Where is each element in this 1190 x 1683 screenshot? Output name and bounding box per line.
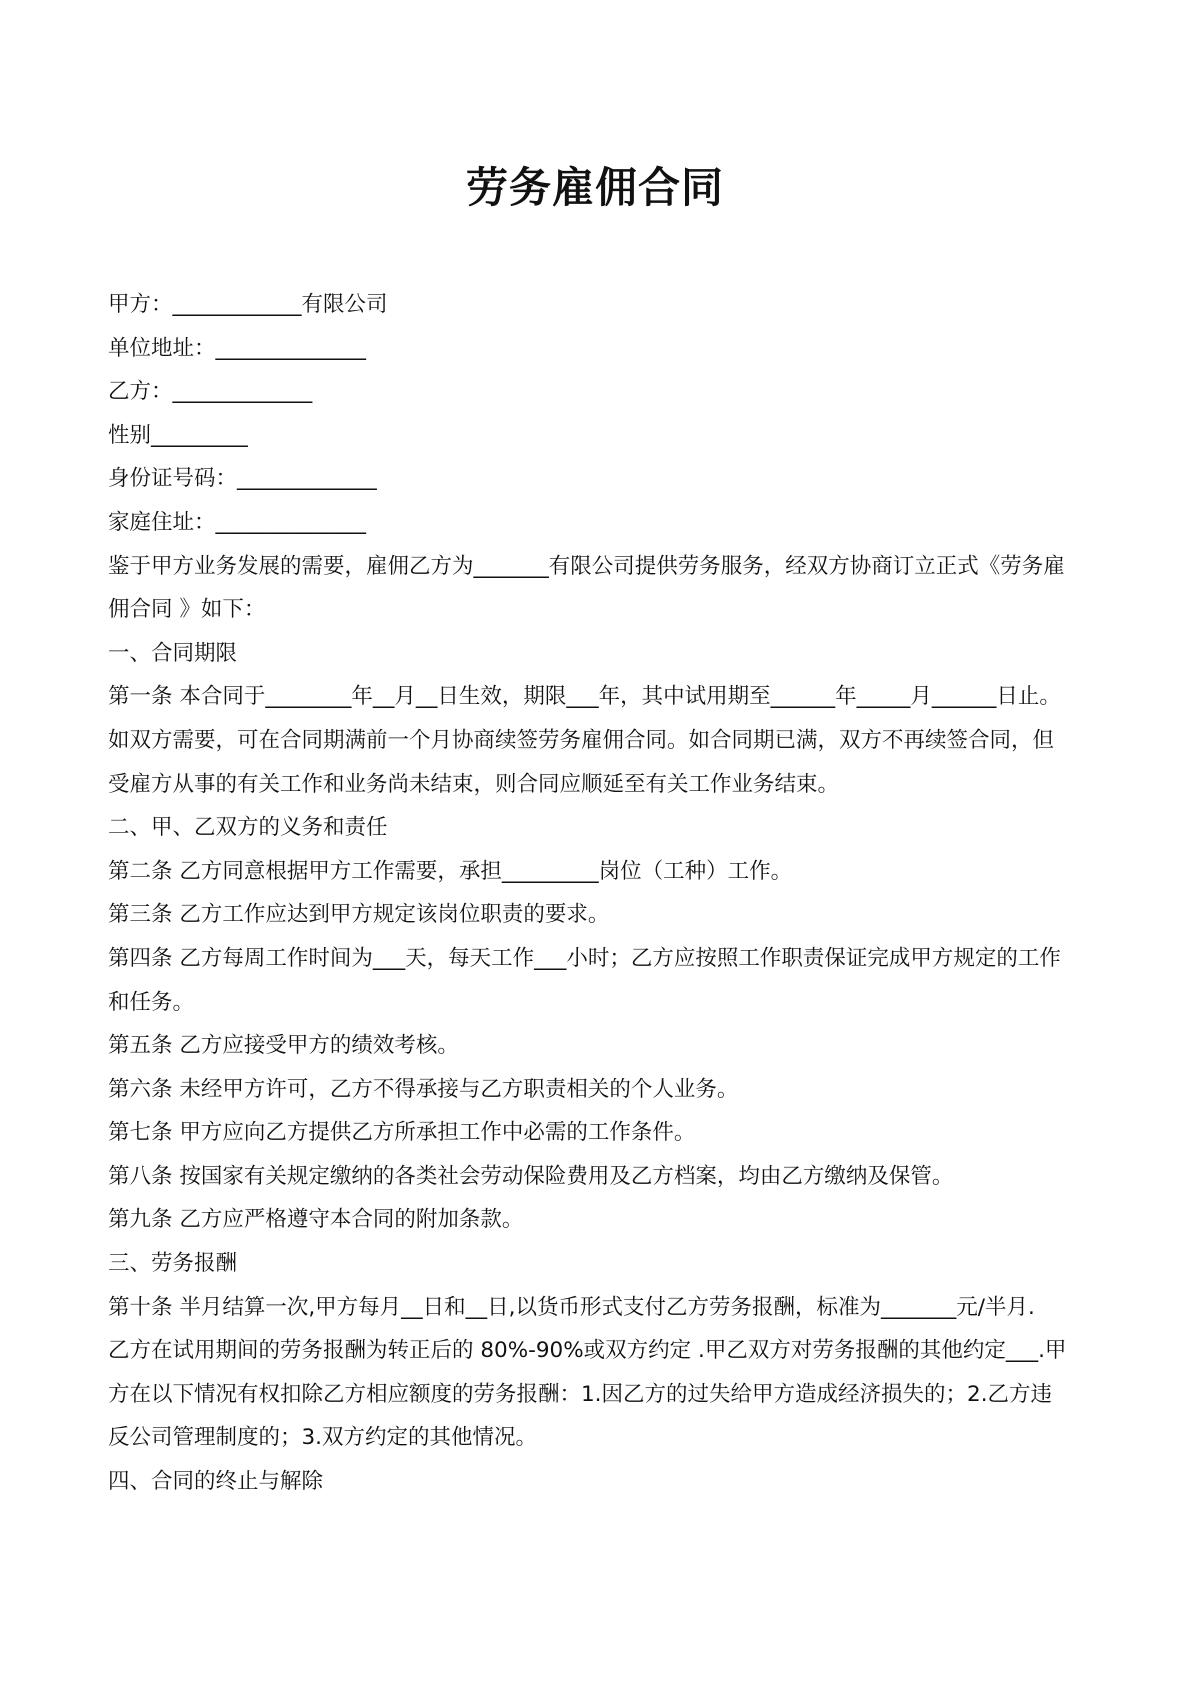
document-line: 四、合同的终止与解除: [108, 1469, 324, 1495]
document-line: 第五条 乙方应接受甲方的绩效考核。: [108, 1033, 459, 1059]
document-line: 乙方：_____________: [108, 379, 313, 405]
document-line: 第七条 甲方应向乙方提供乙方所承担工作中必需的工作条件。: [108, 1120, 696, 1146]
document-line: 和任务。: [108, 989, 195, 1015]
document-line: 方在以下情况有权扣除乙方相应额度的劳务报酬：1.因乙方的过失给甲方造成经济损失的；2.乙方违: [108, 1381, 1053, 1407]
document-line: 二、甲、乙双方的义务和责任: [108, 815, 388, 841]
document-line: 第一条 本合同于________年__月__日生效，期限___年，其中试用期至______年_____月______日止。: [108, 684, 1061, 710]
document-line: 一、合同期限: [108, 640, 238, 666]
document-line: 身份证号码：_____________: [108, 466, 377, 492]
document-line: 性别_________: [108, 422, 248, 448]
document-line: 反公司管理制度的；3.双方约定的其他情况。: [108, 1425, 538, 1451]
document-line: 如双方需要，可在合同期满前一个月协商续签劳务雇佣合同。如合同期已满，双方不再续签合同，但: [108, 727, 1055, 753]
document-line: 单位地址：______________: [108, 335, 367, 361]
document-line: 第四条 乙方每周工作时间为___天，每天工作___小时；乙方应按照工作职责保证完成甲方规定的工作: [108, 945, 1061, 971]
document-line: 三、劳务报酬: [108, 1251, 238, 1277]
document-line: 乙方在试用期间的劳务报酬为转正后的 80%-90%或双方约定 .甲乙双方对劳务报酬的其他约定___.甲: [108, 1338, 1067, 1364]
document-line: 第六条 未经甲方许可，乙方不得承接与乙方职责相关的个人业务。: [108, 1076, 739, 1102]
document-line: 第十条 半月结算一次,甲方每月__日和__日,以货币形式支付乙方劳务报酬，标准为_______元/半月.: [108, 1294, 1035, 1320]
document-line: 甲方：____________有限公司: [108, 292, 388, 317]
document-body: [108, 283, 1093, 1504]
document-line: 受雇方从事的有关工作和业务尚未结束，则合同应顺延至有关工作业务结束。: [108, 771, 840, 797]
document-line: 第三条 乙方工作应达到甲方规定该岗位职责的要求。: [108, 902, 610, 928]
document-line: 第九条 乙方应严格遵守本合同的附加条款。: [108, 1207, 524, 1233]
document-line: 家庭住址：______________: [108, 509, 367, 535]
document-title: 劳务雇佣合同: [465, 163, 724, 212]
document-line: 第八条 按国家有关规定缴纳的各类社会劳动保险费用及乙方档案，均由乙方缴纳及保管。: [108, 1163, 954, 1189]
document-line: 佣合同 》如下：: [108, 597, 266, 623]
document-line: 第二条 乙方同意根据甲方工作需要，承担_________岗位（工种）工作。: [108, 858, 793, 884]
document-line: 鉴于甲方业务发展的需要，雇佣乙方为_______有限公司提供劳务服务，经双方协商订立正式《劳务雇: [108, 553, 1065, 579]
